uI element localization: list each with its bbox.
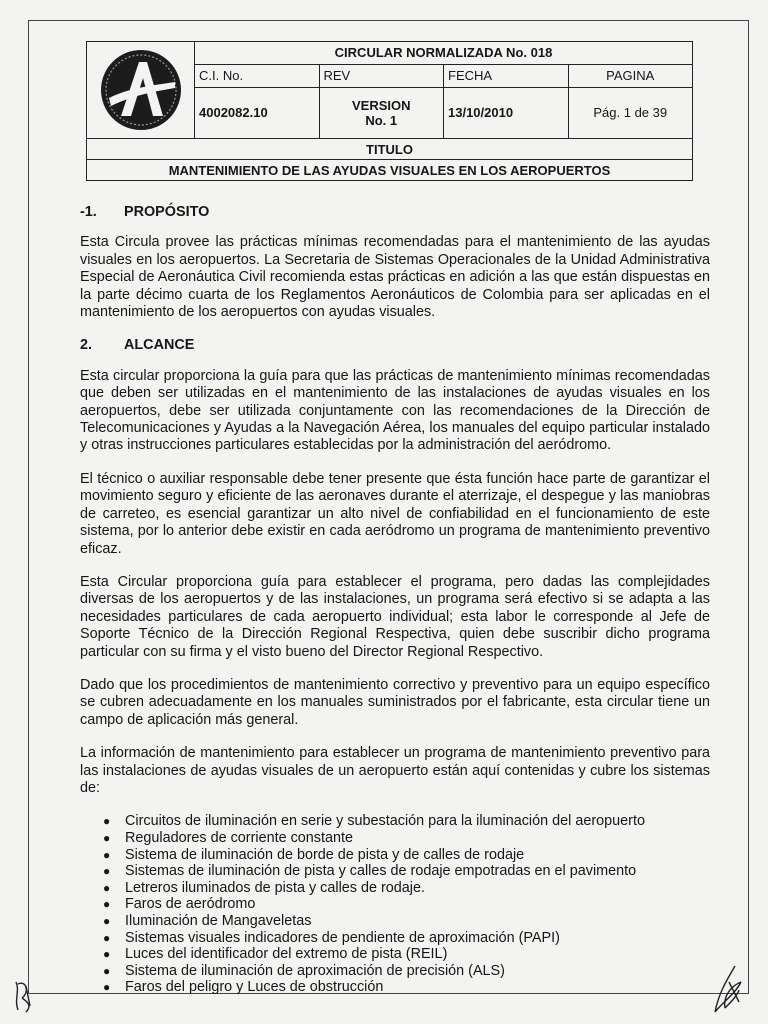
list-item-text: Reguladores de corriente constante — [125, 829, 353, 846]
section-number: 2. — [80, 337, 93, 354]
pagina-value: Pág. 1 de 39 — [568, 87, 693, 138]
logo-cell — [87, 42, 195, 139]
version-value — [319, 87, 444, 138]
initials-signature-right — [705, 962, 747, 1018]
list-item-text: Sistema de iluminación de borde de pista y de calles de rodaje — [125, 846, 525, 863]
list-item-text: Sistemas visuales indicadores de pendiente de aproximación (PAPI) — [125, 929, 560, 946]
document-header-table — [86, 41, 693, 181]
list-item — [103, 830, 710, 847]
paragraph: Esta Circular proporciona guía para establecer el programa, pero dadas las complejidades diversas de los aeropuertos y de las instalaciones, un programa será efectivo si se adapta a las necesidades particulares de cada aeropuerto individual; esta labor le corresponde al Jefe de Soporte Técnico de la Dirección Regional Respectiva, quien debe suscribir dicho programa particular con su firma y el visto bueno del Director Regional Respectivo. — [80, 573, 710, 660]
paragraph: Dado que los procedimientos de mantenimiento correctivo y preventivo para un equipo específico se cubren adecuadamente en los manuales suministrados por el fabricante, esta circular tiene un campo de aplicación más general. — [80, 676, 710, 728]
aerocivil-logo-icon — [99, 48, 183, 132]
list-item — [103, 863, 710, 880]
list-item — [103, 880, 710, 897]
list-item-text: Faros de aeródromo — [125, 896, 256, 913]
paragraph: Esta Circula provee las prácticas mínimas recomendadas para el mantenimiento de las ayudas visuales en los aeropuertos. La Secretaria de Sistemas Operacionales de la Unidad Administrativa Especial de Aeronáutica Civil recomienda estas prácticas en adición a las que están dispuestas en la parte décimo cuarta de los Reglamentos Aeronáuticos de Colombia para ser aplicadas en el mantenimiento de los aeropuertos con ayudas visuales. — [80, 234, 710, 321]
list-item-text: Circuitos de iluminación en serie y subestación para la iluminación del aeropuerto — [125, 813, 645, 830]
list-item-text: Luces del identificador del extremo de pista (REIL) — [125, 946, 448, 963]
fecha-label: FECHA — [444, 64, 569, 87]
bullet-icon: ● — [103, 830, 111, 845]
paragraph: La información de mantenimiento para establecer un programa de mantenimiento preventivo para las instalaciones de ayudas visuales de un aeropuerto están aquí contenidas y cubre los sistemas de: — [80, 745, 710, 796]
section-title: PROPÓSITO — [124, 204, 210, 220]
section-heading-proposito — [80, 204, 710, 221]
bullet-icon: ● — [103, 947, 111, 962]
bullet-icon: ● — [103, 913, 111, 928]
list-item — [103, 963, 710, 980]
systems-bullet-list — [80, 813, 710, 996]
bullet-icon: ● — [103, 980, 111, 995]
list-item — [103, 930, 710, 947]
list-item — [103, 896, 710, 913]
version-line1: VERSION — [351, 97, 411, 113]
section-number: -1. — [80, 204, 97, 220]
bullet-icon: ● — [103, 897, 111, 912]
circular-title: CIRCULAR NORMALIZADA No. 018 — [195, 42, 693, 65]
initials-signature-left — [12, 976, 40, 1016]
bullet-icon: ● — [103, 864, 111, 879]
list-item — [103, 847, 710, 864]
section-title: ALCANCE — [124, 337, 195, 354]
paragraph: Esta circular proporciona la guía para que las prácticas de mantenimiento mínimas recomendadas que deben ser utilizadas en el mantenimiento de las instalaciones de ayudas visuales en los aeropuertos, debe ser utilizada conjuntamente con las recomendaciones de la Dirección de Telecomunicaciones y Ayudas a la Navegación Aérea, los manuales del equipo particular instalado y otras instrucciones particulares establecidas por la administración del aeródromo. — [80, 367, 710, 454]
list-item — [103, 946, 710, 963]
bullet-icon: ● — [103, 930, 111, 945]
ci-label: C.I. No. — [195, 64, 320, 87]
list-item-text: Iluminación de Mangaveletas — [125, 912, 312, 929]
list-item-text: Sistemas de iluminación de pista y calles de rodaje empotradas en el pavimento — [125, 863, 637, 880]
pagina-label: PAGINA — [568, 64, 693, 87]
bullet-icon: ● — [103, 963, 111, 978]
rev-label: REV — [319, 64, 444, 87]
version-line2: No. 1 — [365, 112, 398, 128]
list-item — [103, 813, 710, 830]
section-heading-alcance — [80, 337, 710, 354]
list-item — [103, 913, 710, 930]
bullet-icon: ● — [103, 814, 111, 829]
paragraph: El técnico o auxiliar responsable debe tener presente que ésta función hace parte de garantizar el movimiento seguro y eficiente de las aeronaves durante el aterrizaje, el despegue y las maniobras de carreteo, es esencial garantizar un alto nivel de confiabilidad en el funcionamiento de este sistema, por lo anterior debe existir en cada aeródromo un programa de mantenimiento preventivo eficaz. — [80, 470, 710, 557]
list-item-text: Letreros iluminados de pista y calles de rodaje. — [125, 879, 425, 896]
list-item-text: Sistema de iluminación de aproximación de precisión (ALS) — [125, 962, 505, 979]
titulo-label: TITULO — [87, 139, 693, 160]
fecha-value: 13/10/2010 — [444, 87, 569, 138]
list-item — [103, 979, 710, 996]
bullet-icon: ● — [103, 880, 111, 895]
document-body — [80, 204, 710, 996]
bullet-icon: ● — [103, 847, 111, 862]
list-item-text: Faros del peligro y Luces de obstrucción — [125, 979, 384, 996]
titulo-value: MANTENIMIENTO DE LAS AYUDAS VISUALES EN LOS AEROPUERTOS — [87, 160, 693, 181]
ci-value: 4002082.10 — [195, 87, 320, 138]
